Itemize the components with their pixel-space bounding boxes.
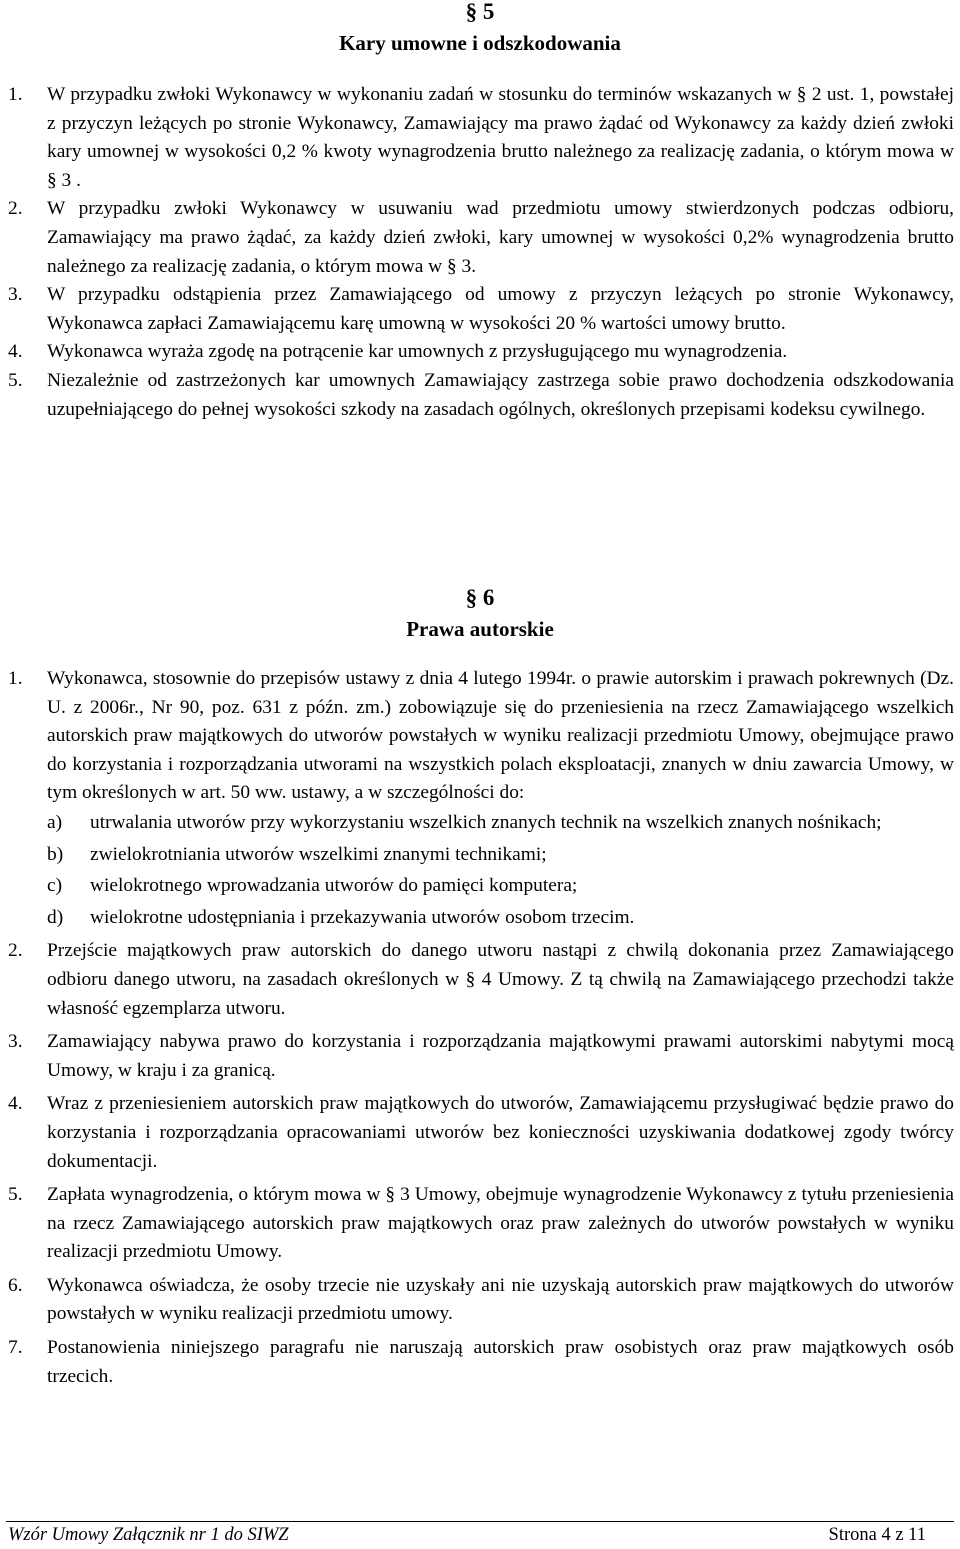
list-item <box>0 1181 960 1267</box>
item-number: 4. <box>8 1093 23 1115</box>
list-item <box>0 937 960 1023</box>
subitem-letter: a) <box>47 811 63 833</box>
section-6-title: Prawa autorskie <box>406 617 554 641</box>
subitem-text: utrwalania utworów przy wykorzystaniu wszelkich znanych technik na wszelkich znanych nośnikach; <box>90 811 882 833</box>
section-6-symbol: § 6 <box>465 585 495 610</box>
sublist-item <box>47 904 954 933</box>
item-number: 3. <box>8 1031 23 1053</box>
item-text: W przypadku zwłoki Wykonawcy w usuwaniu wad przedmiotu umowy stwierdzonych podczas odbioru, Zamawiający ma prawo żądać, za każdy dzień zwłoki, kary umownej w wysokości 0,2% wynagrodzenia brutto należnego za realizację zadania, o którym mowa w § 3. <box>47 198 954 277</box>
section-5-title: Kary umowne i odszkodowania <box>339 31 621 55</box>
item-number: 2. <box>8 198 23 220</box>
item-text: W przypadku odstąpienia przez Zamawiającego od umowy z przyczyn leżących po stronie Wykonawcy, Wykonawca zapłaci Zamawiającemu karę umowną w wysokości 20 % wartości umowy brutto. <box>47 284 954 334</box>
list-item <box>0 1272 960 1329</box>
item-number: 1. <box>8 84 23 105</box>
item-text: Niezależnie od zastrzeżonych kar umownych Zamawiający zastrzega sobie prawo dochodzenia odszkodowania uzupełniającego do pełnej wysokości szkody na zasadach ogólnych, określonych przepisami kodeksu cywilnego. <box>47 369 954 420</box>
list-item <box>0 665 960 932</box>
item-number: 3. <box>8 284 23 306</box>
list-item <box>0 81 960 195</box>
item-text: Zamawiający nabywa prawo do korzystania i rozporządzania majątkowymi prawami autorskimi nabytymi mocą Umowy, w kraju i za granicą. <box>47 1031 954 1081</box>
item-number: 5. <box>8 369 23 391</box>
list-item <box>0 367 960 424</box>
subitem-text: wielokrotne udostępniania i przekazywania utworów osobom trzecim. <box>90 906 635 928</box>
item-text: Postanowienia niniejszego paragrafu nie naruszają autorskich praw osobistych oraz praw majątkowych osób trzecich. <box>47 1337 954 1387</box>
section-6-list <box>0 665 960 1391</box>
list-item <box>0 195 960 281</box>
subitem-letter: b) <box>47 843 64 865</box>
subitem-letter: c) <box>47 875 63 897</box>
item-number: 7. <box>8 1337 23 1359</box>
footer-divider <box>6 1521 954 1522</box>
item-text: Wykonawca wyraża zgodę na potrącenie kar umownych z przysługującego mu wynagrodzenia. <box>47 341 788 363</box>
subitem-text: zwielokrotniania utworów wszelkimi znanymi technikami; <box>90 843 547 865</box>
footer-document-name: Wzór Umowy Załącznik nr 1 do SIWZ <box>8 1525 289 1545</box>
item-text: Wykonawca, stosownie do przepisów ustawy z dnia 4 lutego 1994r. o prawie autorskim i prawach pokrewnych (Dz. U. z 2006r., Nr 90, poz. 631 z późn. zm.) zobowiązuje się do przeniesienia na rzecz Zamawiającego wszelkich autorskich praw majątkowych do utworów powstałych w wyniku realizacji przedmiotu Umowy, obejmujące prawo do korzystania i rozporządzania utworami na wszystkich polach eksploatacji, znanych w dniu zawarcia Umowy, w tym określonych w art. 50 ww. ustawy, a w szczególności do: <box>47 668 954 804</box>
list-item <box>0 281 960 338</box>
item-text: Wykonawca oświadcza, że osoby trzecie nie uzyskały ani nie uzyskają autorskich praw majątkowych do utworów powstałych w wyniku realizacji przedmiotu umowy. <box>47 1274 954 1325</box>
list-item <box>0 1090 960 1176</box>
item-text: Zapłata wynagrodzenia, o którym mowa w § 3 Umowy, obejmuje wynagrodzenie Wykonawcy z tytułu przeniesienia na rzecz Zamawiającego autorskich praw majątkowych oraz praw zależnych do utworów powstałych w wyniku realizacji przedmiotu Umowy. <box>47 1184 954 1263</box>
item-text: Wraz z przeniesieniem autorskich praw majątkowych do utworów, Zamawiającemu przysługiwać będzie prawo do korzystania i rozporządzania opracowaniami utworów bez konieczności uzyskiwania dodatkowej zgody twórcy dokumentacji. <box>47 1093 954 1172</box>
item-text: W przypadku zwłoki Wykonawcy w wykonaniu zadań w stosunku do terminów wskazanych w § 2 ust. 1, powstałej z przyczyn leżących po stronie Wykonawcy, Zamawiający ma prawo żądać od Wykonawcy za każdy dzień zwłoki kary umownej w wysokości 0,2 % kwoty wynagrodzenia brutto należnego za realizację zadania, o którym mowa w § 3 . <box>47 84 954 191</box>
sublist-item <box>47 872 954 901</box>
sublist <box>47 809 954 932</box>
sublist-item <box>47 809 954 838</box>
item-text: Przejście majątkowych praw autorskich do danego utworu nastąpi z chwilą dokonania przez Zamawiającego odbioru danego utworu, na zasadach określonych w § 4 Umowy. Z tą chwilą na Zamawiającego przechodzi także własność egzemplarza utworu. <box>47 940 954 1019</box>
item-number: 6. <box>8 1274 23 1296</box>
item-number: 2. <box>8 940 23 962</box>
list-item <box>0 338 960 367</box>
list-item <box>0 1334 960 1391</box>
item-number: 4. <box>8 341 23 363</box>
footer-page-number: Strona 4 z 11 <box>828 1525 926 1545</box>
section-5-symbol: § 5 <box>465 0 495 24</box>
item-number: 5. <box>8 1184 23 1206</box>
item-number: 1. <box>8 668 23 689</box>
subitem-letter: d) <box>47 906 64 928</box>
sublist-item <box>47 841 954 870</box>
subitem-text: wielokrotnego wprowadzania utworów do pamięci komputera; <box>90 875 578 897</box>
section-5-list <box>0 81 960 424</box>
list-item <box>0 1028 960 1085</box>
